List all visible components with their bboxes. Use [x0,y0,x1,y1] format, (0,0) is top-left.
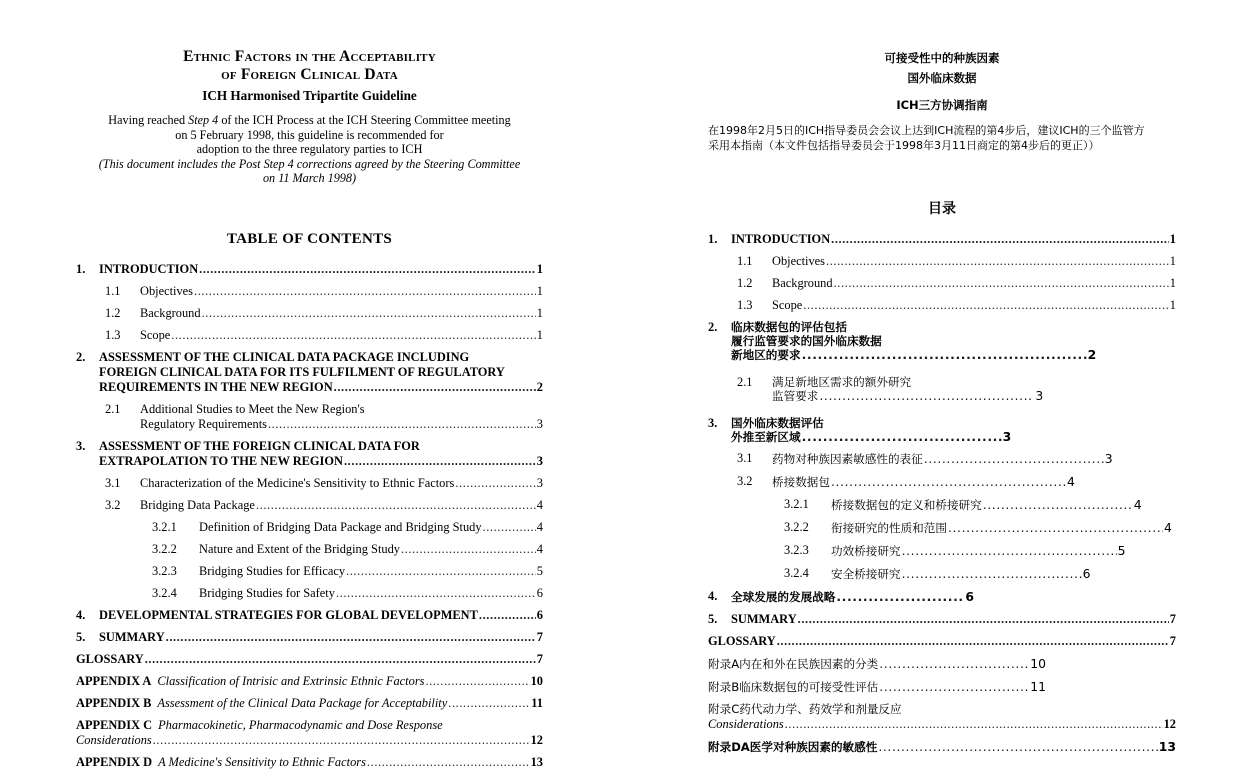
toc-entry-label: Bridging Data Package [140,497,255,512]
toc-entry-number: 2. [708,320,718,334]
toc-entry[interactable] [708,276,1176,291]
toc-entry-label-line: 满足新地区需求的额外研究 [772,375,912,389]
toc-entry-number: 4. [708,589,718,603]
toc-entry-page: 6 [1082,566,1091,581]
toc-entry-label: 功效桥接研究 [831,544,901,558]
toc-entry-body [140,284,543,299]
appendix-page: 12 [1163,717,1176,731]
dot-leader [802,430,1002,444]
toc-entry[interactable] [76,520,543,535]
toc-entry-appendix[interactable] [708,739,1176,755]
toc-entry-label: Nature and Extent of the Bridging Study [199,541,400,556]
toc-entry-page: 1 [536,261,543,276]
toc-entry-label: Characterization of the Medicine's Sensitivity to Ethnic Factors [140,475,455,490]
toc-entry-body [772,474,1176,490]
toc-entry[interactable] [708,254,1176,269]
dot-leader [479,608,536,623]
toc-entry[interactable] [76,498,543,513]
appendix-page: 13 [1158,739,1176,754]
toc-entry[interactable] [708,474,1176,490]
toc-entry-page: 3 [536,453,543,468]
appendix-title: A Medicine's Sensitivity to Ethnic Factors [158,754,366,769]
dot-leader [878,739,1157,754]
toc-entry-number: 3.2.4 [152,585,177,600]
toc-entry-label: 监管要求 [772,389,819,403]
toc-entry-glossary[interactable] [708,634,1176,649]
toc-entry-number: 3.2.3 [784,543,809,557]
toc-entry-number: 4. [76,607,86,622]
toc-entry-body [76,652,543,667]
toc-entry-label: REQUIREMENTS IN THE NEW REGION [99,379,333,394]
toc-entry-body [708,739,1176,755]
appendix-first-line: 附录C药代动力学、药效学和剂量反应 [708,702,902,716]
dot-leader [346,564,536,579]
appendix-tag: APPENDIX C [76,717,153,732]
toc-entry-label: Background [772,276,833,290]
toc-entry[interactable] [708,451,1176,467]
toc-entry[interactable] [76,630,543,645]
appendix-title: 附录A内在和外在民族因素的分类 [708,657,879,671]
toc-entry-body [772,375,1176,403]
toc-entry-number: 2. [76,349,86,364]
toc-entry-page: 2 [1087,347,1097,362]
toc-entry-body [99,439,543,469]
toc-entry-page: 4 [536,497,543,512]
toc-entry[interactable] [76,350,543,395]
toc-entry[interactable] [76,564,543,579]
toc-entry-body [772,276,1176,291]
dot-leader [983,497,1133,512]
toc-entry-body [731,320,1176,362]
toc-entry-label-line: ASSESSMENT OF THE FOREIGN CLINICAL DATA FOR [99,438,420,453]
toc-entry-body [708,679,1176,695]
toc-entry-appendix[interactable] [708,702,1176,732]
toc-entry-number: 3.2.2 [152,541,177,556]
adoption-note-line1-b: of the ICH Process at the ICH Steering Committee meeting [218,113,511,127]
appendix-page: 10 [530,673,543,688]
toc-entry-label: 安全桥接研究 [831,567,901,581]
adoption-note-line5: on 11 March 1998) [262,171,357,185]
dot-leader [268,417,536,432]
toc-entry-appendix[interactable] [76,718,543,748]
toc-entry-label: 新地区的要求 [731,348,801,362]
toc-list-english [76,262,543,770]
toc-entry-label: DEVELOPMENTAL STRATEGIES FOR GLOBAL DEVELOPMENT [99,607,478,622]
toc-entry-body [772,451,1176,467]
toc-entry-number: 3.1 [105,475,121,490]
toc-entry-body [199,520,543,535]
dot-leader [902,543,1117,558]
toc-entry-label: 全球发展的发展战略 [731,590,836,604]
document-adoption-note-cn [708,123,1176,153]
toc-entry-number: 3.2 [737,474,753,488]
dot-leader [831,474,1066,489]
toc-entry-number: 2.1 [105,401,121,416]
toc-entry-label: SUMMARY [99,629,165,644]
toc-entry-appendix[interactable] [76,755,543,770]
toc-entry-number: 1. [76,261,86,276]
dot-leader [425,674,529,689]
toc-entry-page: 1 [536,283,543,298]
toc-entry-body [140,498,543,513]
toc-entry-label: 外推至新区域 [731,430,801,444]
dot-leader [344,454,536,469]
toc-entry-number: 1.1 [105,283,121,298]
appendix-tag: APPENDIX A [76,673,152,688]
toc-entry-body [140,402,543,432]
toc-entry[interactable] [708,520,1176,536]
dot-leader [803,298,1169,313]
toc-entry-label: Objectives [140,283,193,298]
toc-entry-label-line: 履行监管要求的国外临床数据 [731,334,882,348]
adoption-note-step: Step 4 [188,113,219,127]
toc-entry-appendix[interactable] [76,674,543,689]
appendix-page: 11 [1030,679,1047,694]
appendix-title: Pharmacokinetic, Pharmacodynamic and Dose Response [158,717,443,732]
toc-entry-number: 3.2.4 [784,566,809,580]
toc-entry-number: 1.1 [737,254,753,268]
document-title-line2: of Foreign Clinical Data [221,65,398,83]
dot-leader [879,656,1029,671]
toc-entry-page: 1 [1169,254,1176,268]
toc-entry-appendix[interactable] [708,679,1176,695]
toc-entry[interactable] [708,566,1176,582]
toc-entry-page: 3 [1002,429,1012,444]
toc-entry-label: INTRODUCTION [731,232,831,246]
document-title-line1: Ethnic Factors in the Acceptability [183,48,436,65]
dot-leader [367,755,530,770]
toc-entry-label: Scope [140,327,171,342]
toc-entry-body [99,630,543,645]
left-column-english [0,0,617,769]
toc-entry-label: GLOSSARY [76,651,144,666]
toc-entry-label: Regulatory Requirements [140,416,267,431]
document-title-cn-line1: 可接受性中的种族因素 [884,51,1000,65]
appendix-title: Classification of Intrisic and Extrinsic Ethnic Factors [157,673,425,688]
toc-entry[interactable] [76,542,543,557]
toc-entry-body [708,634,1176,649]
toc-heading-chinese: 目录 [928,201,956,217]
dot-leader [202,306,536,321]
dot-leader [948,520,1163,535]
dot-leader [145,652,536,667]
document-header-english [76,48,543,186]
toc-entry[interactable] [708,416,1176,444]
dot-leader [199,262,536,277]
toc-entry-number: 3.2.3 [152,563,177,578]
toc-entry-page: 4 [1163,520,1172,535]
toc-entry-body [731,416,1176,444]
toc-entry-number: 1.3 [105,327,121,342]
toc-entry-label-line: Additional Studies to Meet the New Region's [140,401,365,416]
toc-entry-appendix[interactable] [708,656,1176,672]
dot-leader [819,389,1034,403]
toc-entry-label: Background [140,305,201,320]
dot-leader [802,348,1087,362]
appendix-title-cont: Considerations [76,732,152,747]
toc-entry-page: 6 [965,589,974,604]
toc-entry-body [199,542,543,557]
document-adoption-note [76,113,543,186]
toc-entry-page: 7 [536,651,543,666]
appendix-title-cont: Considerations [708,717,784,731]
toc-entry-number: 3. [76,438,86,453]
toc-entry[interactable] [708,589,1176,605]
toc-entry-body [76,718,543,748]
document-subtitle-cn: ICH三方协调指南 [896,98,988,112]
toc-entry-number: 1.3 [737,298,753,312]
toc-entry-number: 2.1 [737,375,753,389]
appendix-first-line [76,718,543,733]
toc-entry-page: 3 [536,416,543,431]
toc-entry-body [731,612,1176,627]
toc-entry[interactable] [76,328,543,343]
toc-entry-page: 1 [536,327,543,342]
toc-entry-number: 1.2 [105,305,121,320]
document-subtitle: ICH Harmonised Tripartite Guideline [202,88,417,103]
toc-entry[interactable] [76,262,543,277]
toc-entry-number: 1. [708,232,718,246]
dot-leader [401,542,536,557]
toc-entry-page: 7 [1169,634,1176,648]
toc-entry-number: 5. [708,612,718,626]
toc-entry-page: 1 [1169,298,1176,312]
toc-entry-page: 1 [536,305,543,320]
toc-entry-body [199,564,543,579]
dot-leader [834,276,1169,291]
toc-entry[interactable] [708,320,1176,362]
toc-entry-body [99,608,543,623]
toc-entry-label: 桥接数据包 [772,475,830,489]
toc-entry-label-line: ASSESSMENT OF THE CLINICAL DATA PACKAGE INCLUDING [99,349,470,364]
document-title-cn-line2: 国外临床数据 [907,71,977,85]
toc-entry-body [731,589,1176,605]
toc-entry-body [140,306,543,321]
toc-entry-page: 7 [536,629,543,644]
toc-entry[interactable] [76,402,543,432]
toc-entry-body [99,350,543,395]
toc-entry-label-line: 临床数据包的评估包括 [731,320,847,334]
toc-entry-page: 5 [1117,543,1126,558]
dot-leader [455,476,535,491]
toc-entry-label: SUMMARY [731,612,797,626]
toc-entry-number: 3.2.1 [784,497,809,511]
toc-entry-label: Definition of Bridging Data Package and Bridging Study [199,519,482,534]
toc-entry[interactable] [708,298,1176,313]
adoption-note-line1-a: Having reached [108,113,189,127]
toc-entry-label-line: FOREIGN CLINICAL DATA FOR ITS FULFILMENT OF REGULATORY [99,364,505,379]
toc-entry-body [140,328,543,343]
dot-leader [785,717,1163,732]
appendix-title: 附录DA医学对种族因素的敏感性 [708,740,878,754]
toc-entry-label: Scope [772,298,803,312]
toc-entry-number: 3. [708,416,718,430]
appendix-page: 10 [1030,656,1047,671]
toc-entry-body [76,755,543,770]
toc-entry-number: 5. [76,629,86,644]
appendix-page: 13 [530,754,543,769]
dot-leader [256,498,536,513]
toc-entry-page: 1 [1169,232,1176,246]
dot-leader [924,451,1104,466]
toc-entry-body [708,702,1176,732]
dot-leader [166,630,536,645]
toc-entry-label: 衔接研究的性质和范围 [831,521,947,535]
adoption-note-line4: (This document includes the Post Step 4 corrections agreed by the Steering Committee [98,156,521,171]
adoption-note-cn-line1: 在1998年2月5日的ICH指导委员会会议上达到ICH流程的第4步后，建议ICH的三个监管方 [708,124,1145,137]
toc-entry-page: 4 [1066,474,1075,489]
toc-entry-body [199,586,543,601]
document-header-chinese [708,48,1176,153]
dot-leader [448,696,530,711]
toc-entry-page: 4 [536,519,543,534]
toc-entry-label: EXTRAPOLATION TO THE NEW REGION [99,453,343,468]
toc-entry-label: Bridging Studies for Efficacy [199,563,346,578]
appendix-page: 11 [531,695,543,710]
toc-entry-page: 6 [536,585,543,600]
toc-entry[interactable] [708,497,1176,513]
dot-leader [831,232,1169,247]
appendix-tag: APPENDIX B [76,695,152,710]
toc-entry[interactable] [76,476,543,491]
toc-entry[interactable] [708,375,1176,403]
appendix-page: 12 [530,732,543,747]
dot-leader [826,254,1169,269]
toc-entry-page: 4 [1133,497,1142,512]
toc-entry-label: Bridging Studies for Safety [199,585,335,600]
appendix-title: 附录B临床数据包的可接受性评估 [708,680,879,694]
toc-entry-label: Objectives [772,254,825,268]
dot-leader [334,380,536,395]
toc-list-chinese [708,232,1176,755]
toc-entry-body [831,566,1176,582]
toc-entry-body [772,298,1176,313]
toc-entry[interactable] [708,612,1176,627]
toc-entry[interactable] [708,232,1176,247]
toc-entry-label: INTRODUCTION [99,261,199,276]
toc-entry-body [831,520,1176,536]
dot-leader [194,284,536,299]
toc-entry-label-line: 国外临床数据评估 [731,416,824,430]
toc-entry-number: 1.2 [737,276,753,290]
toc-entry-body [99,262,543,277]
toc-entry-appendix[interactable] [76,696,543,711]
dot-leader [777,634,1169,649]
dot-leader [336,586,536,601]
dot-leader [483,520,536,535]
toc-entry[interactable] [76,284,543,299]
toc-entry-page: 6 [536,607,543,622]
toc-entry-page: 3 [1104,451,1113,466]
toc-entry[interactable] [76,306,543,321]
toc-entry-page: 1 [1169,276,1176,290]
toc-entry-body [140,476,543,491]
toc-entry-label: GLOSSARY [708,634,776,648]
toc-entry[interactable] [76,608,543,623]
toc-entry[interactable] [76,586,543,601]
toc-entry-page: 2 [536,379,543,394]
toc-entry[interactable] [76,439,543,469]
dot-leader [171,328,536,343]
toc-entry-body [76,696,543,711]
toc-entry-page: 4 [536,541,543,556]
toc-entry-number: 3.2.2 [784,520,809,534]
appendix-title: Assessment of the Clinical Data Package for Acceptability [157,695,448,710]
right-column-chinese [617,0,1234,765]
toc-entry-body [708,656,1176,672]
adoption-note-line3: adoption to the three regulatory parties to ICH [196,142,423,156]
dot-leader [902,566,1082,581]
toc-entry-number: 3.2 [105,497,121,512]
dot-leader [836,589,964,604]
dot-leader [798,612,1169,627]
dot-leader [879,679,1029,694]
toc-entry-page: 5 [536,563,543,578]
toc-entry-page: 3 [536,475,543,490]
toc-entry-page: 7 [1169,612,1176,626]
adoption-note-cn-line2: 采用本指南（本文件包括指导委员会于1998年3月11日商定的第4步后的更正）） [708,139,1100,152]
toc-entry-number: 3.2.1 [152,519,177,534]
dot-leader [153,733,530,748]
toc-entry-body [772,254,1176,269]
toc-entry-page: 3 [1035,388,1044,403]
toc-entry-body [831,543,1176,559]
document-title [76,48,543,83]
toc-heading-english: TABLE OF CONTENTS [226,230,393,247]
toc-entry-glossary[interactable] [76,652,543,667]
toc-entry-number: 3.1 [737,451,753,465]
toc-entry-body [731,232,1176,247]
toc-entry[interactable] [708,543,1176,559]
toc-entry-body [831,497,1176,513]
adoption-note-line2: on 5 February 1998, this guideline is recommended for [175,127,444,142]
toc-entry-body [76,674,543,689]
toc-entry-label: 药物对种族因素敏感性的表征 [772,452,923,466]
appendix-tag: APPENDIX D [76,754,153,769]
toc-entry-label: 桥接数据包的定义和桥接研究 [831,498,982,512]
